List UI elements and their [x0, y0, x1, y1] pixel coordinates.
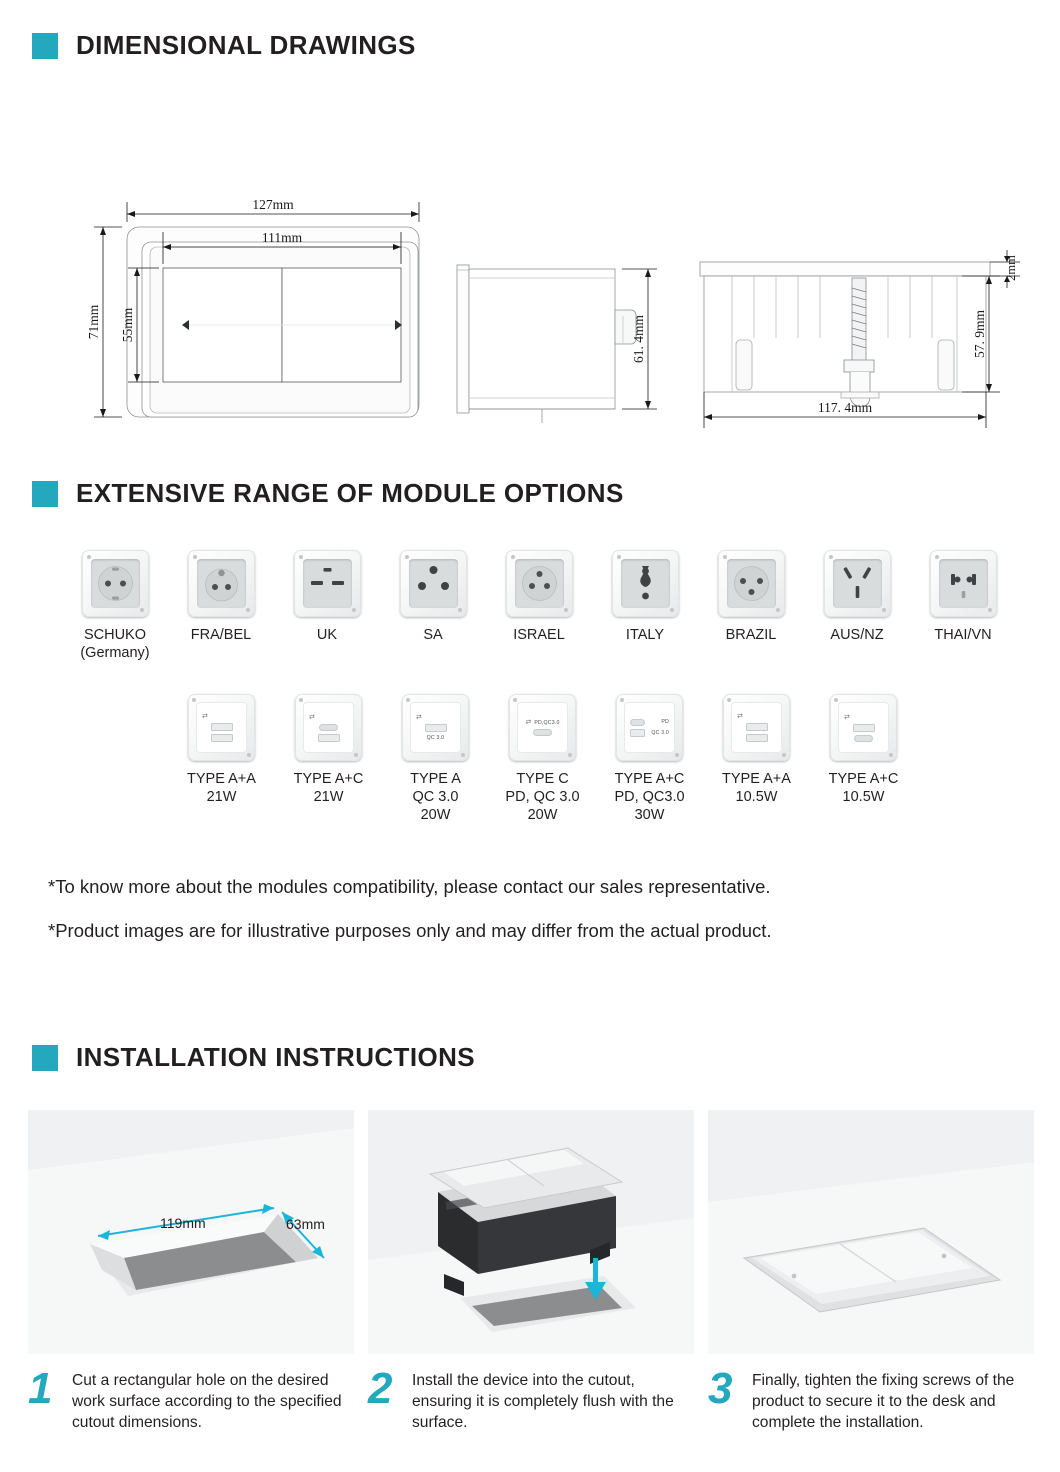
module-option-usb-a-a-105w[interactable] — [703, 694, 810, 824]
svg-text:117. 4mm: 117. 4mm — [817, 400, 873, 415]
svg-text:71mm: 71mm — [86, 304, 101, 340]
installation-step-1 — [28, 1110, 354, 1433]
dimension-drawing-svg — [32, 92, 1028, 442]
module-label: ISRAEL — [513, 627, 565, 643]
socket-sa-icon — [400, 550, 467, 617]
module-label: ITALY — [625, 627, 665, 643]
svg-text:127mm: 127mm — [252, 197, 294, 212]
step-text: Install the device into the cutout, ensuring it is completely flush with the surface. — [412, 1372, 674, 1431]
section-title: DIMENSIONAL DRAWINGS — [76, 30, 416, 60]
installation-steps — [28, 1110, 1032, 1433]
module-row-sockets — [62, 550, 1022, 662]
step-1-image — [28, 1110, 354, 1354]
svg-text:119mm: 119mm — [160, 1215, 206, 1231]
module-label: AUS/NZ — [830, 627, 884, 643]
module-label-sub: PD, QC3.0 — [614, 789, 685, 805]
step-number: 1 — [28, 1364, 53, 1413]
usb-type-a-a-105w-icon: ⇄ — [723, 694, 790, 761]
module-label: TYPE A+C — [293, 771, 364, 787]
module-option-usb-a-qc30-20w[interactable] — [382, 694, 489, 824]
module-label: SCHUKO — [83, 627, 147, 643]
module-option-sa[interactable] — [380, 550, 486, 662]
module-option-usb-a-c-105w[interactable] — [810, 694, 917, 824]
step-number: 3 — [708, 1364, 733, 1413]
module-option-aus-nz[interactable] — [804, 550, 910, 662]
socket-uk-icon — [294, 550, 361, 617]
step-2-image — [368, 1110, 694, 1354]
usb-type-a-a-21w-icon: ⇄ — [188, 694, 255, 761]
module-label: THAI/VN — [934, 627, 992, 643]
socket-aus-nz-icon — [824, 550, 891, 617]
usb-type-a-c-105w-icon: ⇄ — [830, 694, 897, 761]
svg-text:2mm: 2mm — [1004, 255, 1018, 281]
step-number: 2 — [368, 1364, 393, 1413]
module-label-sub: QC 3.0 — [412, 789, 459, 805]
socket-thai-vn-icon — [930, 550, 997, 617]
module-option-italy[interactable] — [592, 550, 698, 662]
module-label: TYPE A+C — [614, 771, 685, 787]
module-label-sub2: 20W — [527, 807, 558, 823]
module-option-usb-a-c-pd-qc30-30w[interactable] — [596, 694, 703, 824]
module-label: SA — [423, 627, 443, 643]
module-option-usb-a-a-21w[interactable] — [168, 694, 275, 824]
module-options-heading — [32, 478, 624, 509]
socket-italy-icon — [612, 550, 679, 617]
module-label: UK — [316, 627, 338, 643]
socket-schuko-icon — [82, 550, 149, 617]
usb-type-a-c-21w-icon: ⇄ — [295, 694, 362, 761]
usb-type-c-pd-qc30-20w-icon: ⇄ PD,QC3.0 — [509, 694, 576, 761]
module-label: TYPE A — [410, 771, 461, 787]
usb-spec-tag: PD,QC3.0 — [534, 719, 560, 726]
note-illustrative: *Product images are for illustrative purposes only and may differ from the actual product. — [48, 920, 772, 941]
svg-text:57. 9mm: 57. 9mm — [972, 309, 987, 359]
svg-text:111mm: 111mm — [261, 230, 303, 245]
usb-spec-tag: QC 3.0 — [426, 735, 445, 741]
module-label: BRAZIL — [725, 627, 777, 643]
svg-text:63mm: 63mm — [286, 1216, 325, 1232]
installation-step-3 — [708, 1110, 1034, 1433]
module-option-fra-bel[interactable] — [168, 550, 274, 662]
module-label: TYPE A+C — [828, 771, 899, 787]
installation-heading — [32, 1042, 475, 1073]
socket-brazil-icon — [718, 550, 785, 617]
module-label: TYPE C — [516, 771, 569, 787]
module-label: FRA/BEL — [190, 627, 252, 643]
module-label: TYPE A+A — [722, 771, 791, 787]
module-option-schuko[interactable] — [62, 550, 168, 662]
module-option-usb-a-c-21w[interactable] — [275, 694, 382, 824]
svg-text:61. 4mm: 61. 4mm — [631, 314, 646, 364]
module-row-usb — [168, 694, 928, 824]
installation-step-2 — [368, 1110, 694, 1433]
module-label-sub: 21W — [206, 789, 237, 805]
heading-bullet-square — [32, 33, 58, 59]
socket-fra-bel-icon — [188, 550, 255, 617]
module-option-brazil[interactable] — [698, 550, 804, 662]
module-option-uk[interactable] — [274, 550, 380, 662]
step-3-image — [708, 1110, 1034, 1354]
module-label-sub: PD, QC 3.0 — [505, 789, 580, 805]
module-label-sub: 21W — [313, 789, 344, 805]
svg-text:55mm: 55mm — [120, 307, 135, 343]
usb-type-a-qc30-20w-icon: ⇄ QC 3.0 — [402, 694, 469, 761]
module-option-israel[interactable] — [486, 550, 592, 662]
dimensional-drawings-heading — [32, 30, 416, 61]
module-label-sub: 10.5W — [842, 789, 885, 805]
heading-bullet-square — [32, 1045, 58, 1071]
module-option-usb-c-pd-qc30-20w[interactable] — [489, 694, 596, 824]
step-text: Cut a rectangular hole on the desired work surface according to the specified cutout dimensions. — [72, 1372, 342, 1431]
section-title: INSTALLATION INSTRUCTIONS — [76, 1042, 476, 1072]
note-compatibility: *To know more about the modules compatibility, please contact our sales representative. — [48, 876, 771, 897]
module-option-thai-vn[interactable] — [910, 550, 1016, 662]
module-label: TYPE A+A — [187, 771, 256, 787]
heading-bullet-square — [32, 481, 58, 507]
module-label-sub2: 30W — [634, 807, 665, 823]
step-text: Finally, tighten the fixing screws of the product to secure it to the desk and complete the installation. — [752, 1372, 1015, 1431]
section-title: EXTENSIVE RANGE OF MODULE OPTIONS — [76, 478, 624, 508]
module-notes — [48, 876, 1008, 964]
usb-type-a-c-pd-qc30-30w-icon: PD QC 3.0 — [616, 694, 683, 761]
module-label-sub: 10.5W — [735, 789, 778, 805]
module-label-sub: (Germany) — [80, 645, 150, 661]
module-label-sub2: 20W — [420, 807, 451, 823]
dimensional-drawings-figure — [32, 92, 1028, 442]
socket-israel-icon — [506, 550, 573, 617]
